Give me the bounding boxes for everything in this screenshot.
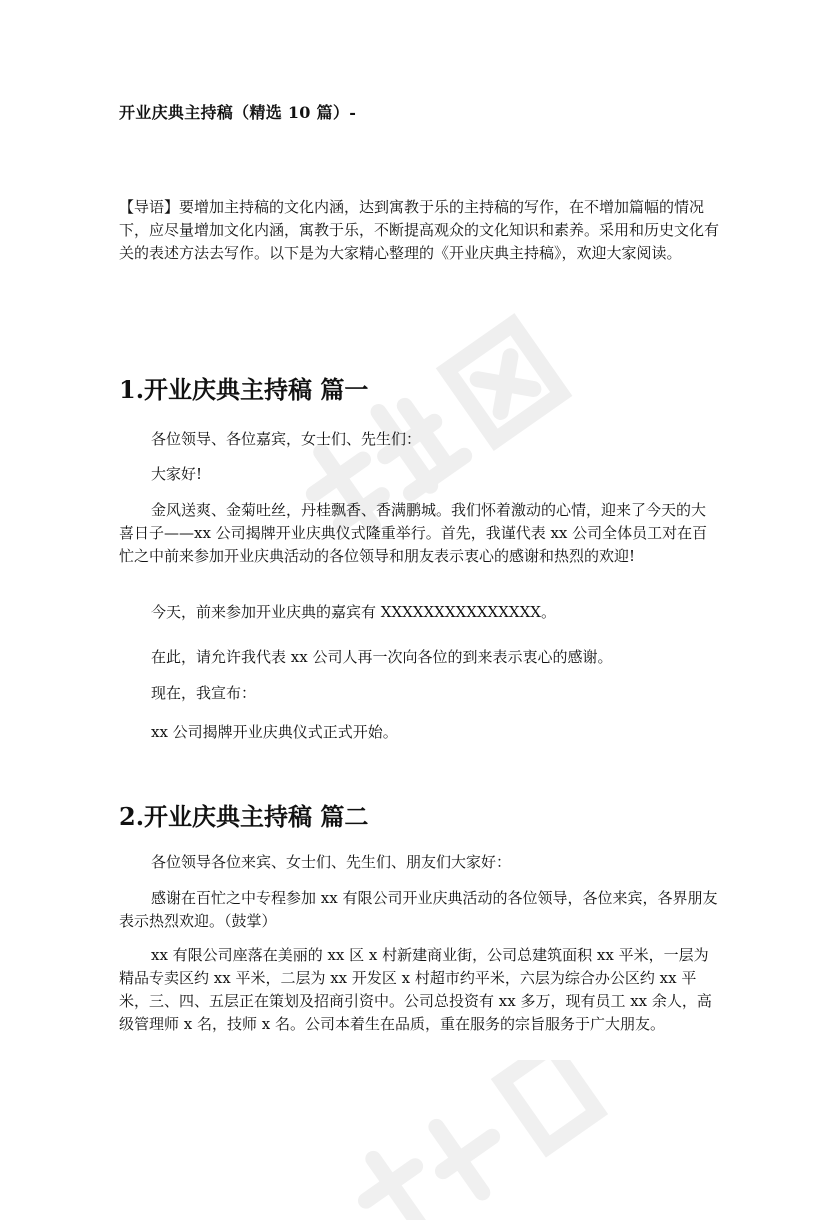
document-title: 开业庆典主持稿（精选 10 篇）- bbox=[119, 103, 357, 122]
paragraph: xx 有限公司座落在美丽的 xx 区 x 村新建商业街，公司总建筑面积 xx 平米，一层为精品专卖区约 xx 平米，二层为 xx 开发区 x 村超市约平米，六层为综合办公区约 xx 平米，三、四、五层正在策划及招商引资中。公司总投资有 xx 多万，现有员工 xx 余人，高级管理师 x 名，技师 x 名。公司本着生在品质，重在服务的宗旨服务于广大朋友。 bbox=[119, 946, 712, 1033]
section-heading-1: 1.开业庆典主持稿 篇一 bbox=[119, 375, 369, 404]
paragraph: xx 公司揭牌开业庆典仪式正式开始。 bbox=[151, 723, 398, 741]
paragraph: 感谢在百忙之中专程参加 xx 有限公司开业庆典活动的各位领导，各位来宾，各界朋友表示热烈欢迎。（鼓掌） bbox=[119, 889, 718, 930]
section-heading-2: 2.开业庆典主持稿 篇二 bbox=[119, 802, 369, 831]
paragraph: 各位领导各位来宾、女士们、先生们、朋友们大家好： bbox=[151, 853, 512, 871]
intro-paragraph: 【导语】要增加主持稿的文化内涵，达到寓教于乐的主持稿的写作，在不增加篇幅的情况下，应尽量增加文化内涵，寓教于乐，不断提高观众的文化知识和素养。采用和历史文化有关的表述方法去写作。以下是为大家精心整理的《开业庆典主持稿》，欢迎大家阅读。 bbox=[119, 198, 720, 262]
watermark-logo-bottom bbox=[290, 1060, 650, 1220]
paragraph: 金风送爽、金菊吐丝，丹桂飘香、香满鹏城。我们怀着激动的心情，迎来了今天的大喜日子——xx 公司揭牌开业庆典仪式隆重举行。首先，我谨代表 xx 公司全体员工对在百忙之中前来参加开业庆典活动的各位领导和朋友表示衷心的感谢和热烈的欢迎! bbox=[119, 501, 708, 565]
paragraph: 大家好! bbox=[151, 465, 203, 483]
paragraph: 各位领导、各位嘉宾，女士们、先生们： bbox=[151, 430, 422, 448]
paragraph: 现在，我宣布： bbox=[151, 684, 257, 702]
paragraph: 今天，前来参加开业庆典的嘉宾有 XXXXXXXXXXXXXXX。 bbox=[151, 603, 556, 621]
paragraph: 在此，请允许我代表 xx 公司人再一次向各位的到来表示衷心的感谢。 bbox=[151, 648, 613, 666]
